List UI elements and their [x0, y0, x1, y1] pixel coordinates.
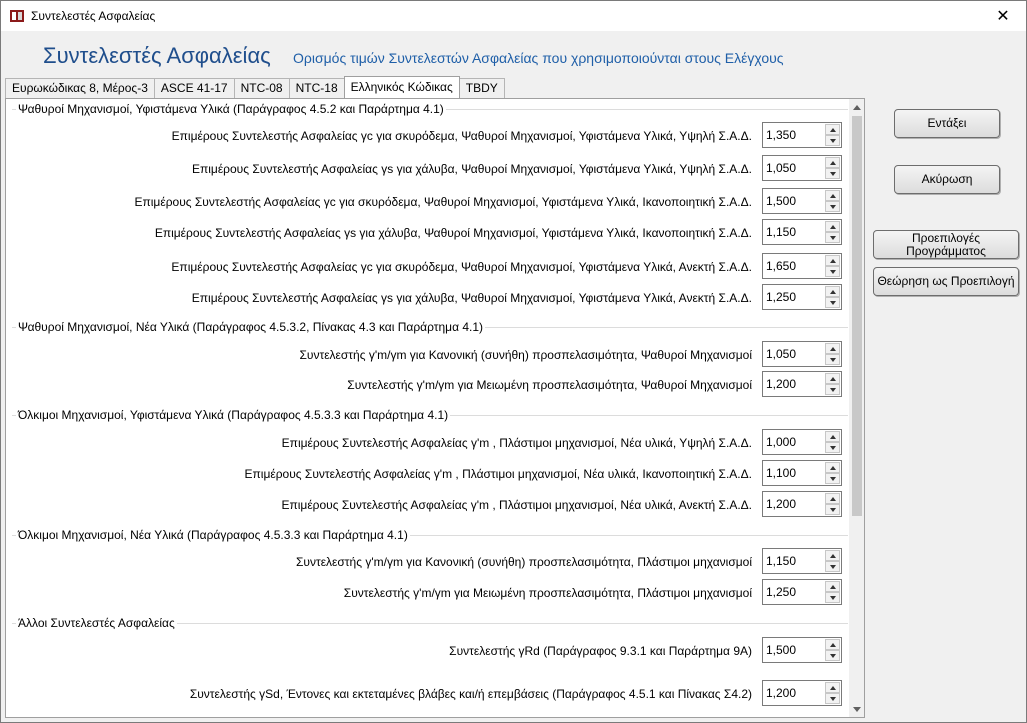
spin-up-button[interactable]	[825, 157, 840, 168]
other-factors-group	[12, 615, 848, 717]
factor-spinbox[interactable]	[762, 122, 842, 148]
program-defaults-button[interactable]	[873, 230, 1019, 259]
factor-label: Συντελεστής γ'm/γm για Μειωμένη προσπελασιμότητα, Ψαθυροί Μηχανισμοί	[347, 378, 752, 392]
spin-down-button[interactable]	[825, 650, 840, 661]
factor-spinbox[interactable]	[762, 253, 842, 279]
arrow-down-icon	[830, 697, 836, 701]
spin-down-button[interactable]	[825, 504, 840, 515]
factor-spinbox[interactable]	[762, 284, 842, 310]
spin-down-button[interactable]	[825, 266, 840, 277]
spin-buttons	[825, 190, 840, 212]
factor-row	[12, 579, 842, 605]
spin-down-button[interactable]	[825, 473, 840, 484]
spin-up-button[interactable]	[825, 550, 840, 561]
scroll-content	[6, 99, 849, 717]
arrow-up-icon	[830, 161, 836, 165]
spin-buttons	[825, 682, 840, 704]
factor-label: Επιμέρους Συντελεστής Ασφαλείας γc για σκυρόδεμα, Ψαθυροί Μηχανισμοί, Υφιστάμενα Υλικά, Υψηλή Σ.Α.Δ.	[171, 129, 752, 143]
spin-down-button[interactable]	[825, 561, 840, 572]
factor-spinbox[interactable]	[762, 579, 842, 605]
tab-eurocode-8[interactable]	[5, 78, 155, 98]
spin-up-button[interactable]	[825, 221, 840, 232]
factor-row	[12, 155, 842, 181]
spin-down-button[interactable]	[825, 384, 840, 395]
factor-value-input[interactable]: 1,650	[766, 259, 797, 273]
tab-greek-code[interactable]	[344, 76, 460, 98]
factor-row	[12, 637, 842, 663]
factor-spinbox[interactable]	[762, 371, 842, 397]
group-title: Όλκιμοι Μηχανισμοί, Υφιστάμενα Υλικά (Παράγραφος 4.5.3.3 και Παράρτημα 4.1)	[18, 408, 449, 422]
spin-up-button[interactable]	[825, 462, 840, 473]
arrow-down-icon	[830, 446, 836, 450]
factor-row	[12, 680, 842, 706]
spin-buttons	[825, 639, 840, 661]
factor-spinbox[interactable]	[762, 341, 842, 367]
factor-label: Επιμέρους Συντελεστής Ασφαλείας γs για χάλυβα, Ψαθυροί Μηχανισμοί, Υφιστάμενα Υλικά, Υψηλή Σ.Α.Δ.	[191, 162, 752, 176]
spin-down-button[interactable]	[825, 442, 840, 453]
brittle-existing-group	[12, 101, 848, 319]
tab-asce-41-17[interactable]	[154, 78, 235, 98]
spin-down-button[interactable]	[825, 201, 840, 212]
arrow-up-icon	[830, 686, 836, 690]
factor-label: Επιμέρους Συντελεστής Ασφαλείας γs για χάλυβα, Ψαθυροί Μηχανισμοί, Υφιστάμενα Υλικά, Ανεκτή Σ.Α.Δ.	[191, 291, 752, 305]
arrow-up-icon	[830, 128, 836, 132]
spin-down-button[interactable]	[825, 354, 840, 365]
spin-up-button[interactable]	[825, 581, 840, 592]
arrow-down-icon	[830, 388, 836, 392]
spin-buttons	[825, 221, 840, 243]
close-icon: ✕	[996, 8, 1010, 25]
arrow-up-icon	[830, 466, 836, 470]
ductile-new-group	[12, 527, 848, 615]
chevron-up-icon	[853, 105, 861, 110]
factor-row	[12, 491, 842, 517]
factor-label: Επιμέρους Συντελεστής Ασφαλείας γ'm , Πλάστιμοι μηχανισμοί, Νέα υλικά, Ανεκτή Σ.Α.Δ.	[281, 498, 752, 512]
factor-label: Επιμέρους Συντελεστής Ασφαλείας γc για σκυρόδεμα, Ψαθυροί Μηχανισμοί, Υφιστάμενα Υλικά, Ικανοποιητική Σ.Α.Δ.	[134, 195, 752, 209]
spin-up-button[interactable]	[825, 255, 840, 266]
arrow-up-icon	[830, 290, 836, 294]
vertical-scrollbar[interactable]	[849, 99, 865, 717]
tab-tbdy[interactable]	[459, 78, 505, 98]
arrow-down-icon	[830, 139, 836, 143]
tab-ntc-08[interactable]	[234, 78, 290, 98]
spin-down-button[interactable]	[825, 135, 840, 146]
scroll-thumb[interactable]	[852, 116, 862, 516]
factor-value-input[interactable]: 1,250	[766, 290, 797, 304]
factor-spinbox[interactable]	[762, 460, 842, 486]
factor-label: Συντελεστής γRd (Παράγραφος 9.3.1 και Παράρτημα 9Α)	[449, 644, 752, 658]
arrow-down-icon	[830, 654, 836, 658]
tab-label: Ευρωκώδικας 8, Μέρος-3	[12, 81, 148, 95]
arrow-down-icon	[830, 270, 836, 274]
spin-buttons	[825, 462, 840, 484]
spin-buttons	[825, 124, 840, 146]
spin-up-button[interactable]	[825, 639, 840, 650]
arrow-up-icon	[830, 225, 836, 229]
spin-up-button[interactable]	[825, 343, 840, 354]
spin-buttons	[825, 255, 840, 277]
spin-down-button[interactable]	[825, 592, 840, 603]
factor-spinbox[interactable]	[762, 548, 842, 574]
set-as-default-label: Θεώρηση ως Προεπιλογή	[877, 274, 1015, 288]
spin-buttons	[825, 343, 840, 365]
spin-down-button[interactable]	[825, 232, 840, 243]
close-button[interactable]	[980, 1, 1026, 31]
tab-strip	[5, 77, 504, 98]
factor-spinbox[interactable]	[762, 637, 842, 663]
factor-value-input[interactable]: 1,000	[766, 435, 797, 449]
factor-spinbox[interactable]	[762, 680, 842, 706]
factor-value-input[interactable]: 1,500	[766, 643, 797, 657]
factor-value-input[interactable]: 1,100	[766, 466, 797, 480]
arrow-down-icon	[830, 358, 836, 362]
group-title: Ψαθυροί Μηχανισμοί, Υφιστάμενα Υλικά (Παράγραφος 4.5.2 και Παράρτημα 4.1)	[18, 102, 444, 116]
page-title: Συντελεστές Ασφαλείας	[43, 43, 271, 68]
header	[1, 31, 1026, 77]
ok-button-label: Εντάξει	[927, 116, 967, 130]
window-title: Συντελεστές Ασφαλείας	[31, 9, 156, 23]
factor-label: Συντελεστής γSd, Έντονες και εκτεταμένες βλάβες και/ή επεμβάσεις (Παράγραφος 4.5.1 και Πίνακας Σ4.2)	[189, 687, 752, 701]
brittle-new-group	[12, 319, 848, 407]
factor-row	[12, 460, 842, 486]
spin-down-button[interactable]	[825, 297, 840, 308]
factor-value-input[interactable]: 1,050	[766, 161, 797, 175]
ductile-existing-group	[12, 407, 848, 527]
spin-buttons	[825, 581, 840, 603]
set-as-default-button[interactable]	[873, 267, 1019, 296]
factor-value-input[interactable]: 1,350	[766, 128, 797, 142]
factor-row	[12, 122, 842, 148]
factor-label: Επιμέρους Συντελεστής Ασφαλείας γ'm , Πλάστιμοι μηχανισμοί, Νέα υλικά, Ικανοποιητική Σ.Α.Δ.	[244, 467, 752, 481]
factor-row	[12, 341, 842, 367]
cancel-button[interactable]	[894, 165, 1000, 194]
tab-label: Ελληνικός Κώδικας	[350, 80, 453, 94]
arrow-down-icon	[830, 477, 836, 481]
factor-row	[12, 429, 842, 455]
arrow-down-icon	[830, 205, 836, 209]
arrow-up-icon	[830, 377, 836, 381]
tab-panel	[5, 98, 865, 718]
cancel-button-label: Ακύρωση	[921, 172, 973, 186]
factor-row	[12, 548, 842, 574]
arrow-down-icon	[830, 596, 836, 600]
group-title: Άλλοι Συντελεστές Ασφαλείας	[18, 616, 175, 630]
factor-value-input[interactable]: 1,050	[766, 347, 797, 361]
spin-buttons	[825, 431, 840, 453]
tab-label: NTC-18	[295, 81, 338, 95]
factor-spinbox[interactable]	[762, 155, 842, 181]
arrow-up-icon	[830, 643, 836, 647]
factor-value-input[interactable]: 1,200	[766, 686, 797, 700]
spin-up-button[interactable]	[825, 124, 840, 135]
arrow-down-icon	[830, 565, 836, 569]
factor-label: Επιμέρους Συντελεστής Ασφαλείας γs για χάλυβα, Ψαθυροί Μηχανισμοί, Υφιστάμενα Υλικά, Ικανοποιητική Σ.Α.Δ.	[154, 226, 752, 240]
app-icon	[9, 8, 25, 24]
arrow-up-icon	[830, 497, 836, 501]
factor-row	[12, 188, 842, 214]
arrow-down-icon	[830, 508, 836, 512]
program-defaults-label: Προεπιλογές Προγράμματος	[906, 230, 986, 258]
factor-spinbox[interactable]	[762, 491, 842, 517]
arrow-up-icon	[830, 554, 836, 558]
factor-value-input[interactable]: 1,150	[766, 225, 797, 239]
spin-buttons	[825, 493, 840, 515]
factor-label: Συντελεστής γ'm/γm για Κανονική (συνήθη) προσπελασιμότητα, Πλάστιμοι μηχανισμοί	[295, 555, 752, 569]
spin-up-button[interactable]	[825, 682, 840, 693]
arrow-down-icon	[830, 236, 836, 240]
factor-spinbox[interactable]	[762, 429, 842, 455]
title-bar	[1, 1, 1026, 31]
arrow-up-icon	[830, 435, 836, 439]
tab-label: TBDY	[465, 81, 498, 95]
arrow-down-icon	[830, 172, 836, 176]
tab-label: ASCE 41-17	[160, 81, 228, 95]
tab-ntc-18[interactable]	[289, 78, 345, 98]
spin-buttons	[825, 157, 840, 179]
factor-label: Επιμέρους Συντελεστής Ασφαλείας γc για σκυρόδεμα, Ψαθυροί Μηχανισμοί, Υφιστάμενα Υλικά, Ανεκτή Σ.Α.Δ.	[171, 260, 752, 274]
chevron-down-icon	[853, 707, 861, 712]
factor-label: Επιμέρους Συντελεστής Ασφαλείας γ'm , Πλάστιμοι μηχανισμοί, Νέα υλικά, Υψηλή Σ.Α.Δ.	[281, 436, 752, 450]
factor-spinbox[interactable]	[762, 188, 842, 214]
tab-label: NTC-08	[240, 81, 283, 95]
factor-value-input[interactable]: 1,150	[766, 554, 797, 568]
factor-spinbox[interactable]	[762, 219, 842, 245]
factor-value-input[interactable]: 1,250	[766, 585, 797, 599]
factor-row	[12, 253, 842, 279]
factor-value-input[interactable]: 1,200	[766, 497, 797, 511]
factor-label: Συντελεστής γ'm/γm για Μειωμένη προσπελασιμότητα, Πλάστιμοι μηχανισμοί	[343, 586, 752, 600]
factor-value-input[interactable]: 1,500	[766, 194, 797, 208]
arrow-up-icon	[830, 194, 836, 198]
spin-buttons	[825, 286, 840, 308]
page-subtitle: Ορισμός τιμών Συντελεστών Ασφαλείας που χρησιμοποιούνται στους Ελέγχους	[293, 50, 784, 66]
arrow-down-icon	[830, 301, 836, 305]
ok-button[interactable]	[894, 109, 1000, 138]
factor-label: Συντελεστής γ'm/γm για Κανονική (συνήθη) προσπελασιμότητα, Ψαθυροί Μηχανισμοί	[299, 348, 752, 362]
spin-buttons	[825, 373, 840, 395]
scroll-down-button[interactable]	[849, 701, 865, 717]
arrow-up-icon	[830, 347, 836, 351]
factor-row	[12, 219, 842, 245]
spin-down-button[interactable]	[825, 693, 840, 704]
spin-up-button[interactable]	[825, 431, 840, 442]
spin-up-button[interactable]	[825, 373, 840, 384]
factor-value-input[interactable]: 1,200	[766, 377, 797, 391]
spin-up-button[interactable]	[825, 190, 840, 201]
group-title: Ψαθυροί Μηχανισμοί, Νέα Υλικά (Παράγραφος 4.5.3.2, Πίνακας 4.3 και Παράρτημα 4.1)	[18, 320, 484, 334]
spin-down-button[interactable]	[825, 168, 840, 179]
arrow-up-icon	[830, 585, 836, 589]
spin-buttons	[825, 550, 840, 572]
spin-up-button[interactable]	[825, 493, 840, 504]
scroll-up-button[interactable]	[849, 99, 865, 115]
spin-up-button[interactable]	[825, 286, 840, 297]
factor-row	[12, 284, 842, 310]
group-title: Όλκιμοι Μηχανισμοί, Νέα Υλικά (Παράγραφος 4.5.3.3 και Παράρτημα 4.1)	[18, 528, 408, 542]
arrow-up-icon	[830, 259, 836, 263]
factor-row	[12, 371, 842, 397]
